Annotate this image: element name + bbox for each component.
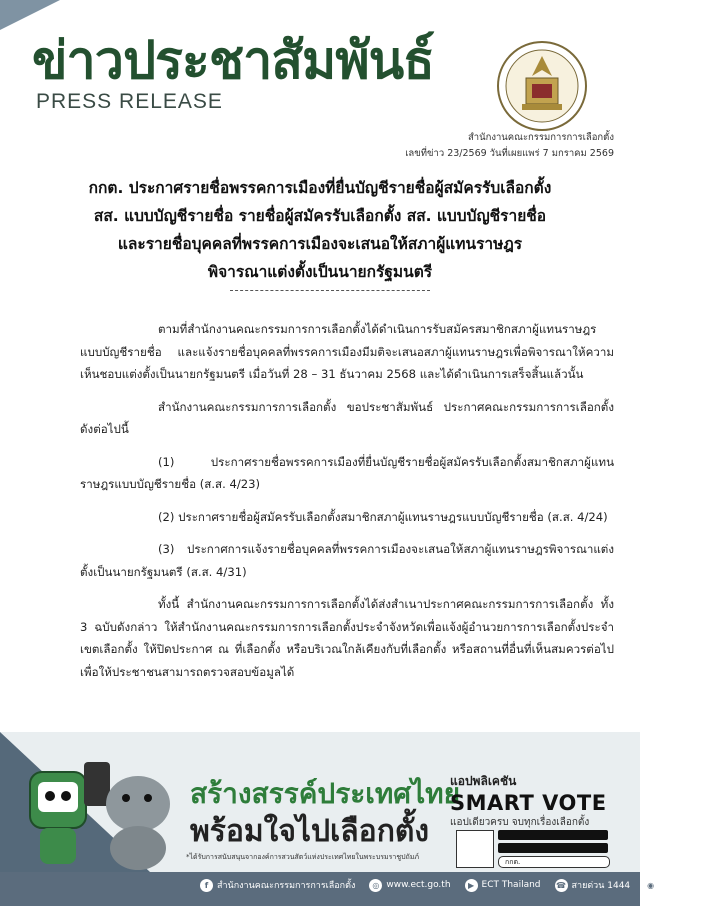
social-links [200, 878, 715, 892]
slogan-line-1: สร้างสรรค์ประเทศไทย [190, 777, 461, 810]
app-search-text: กกต. [505, 858, 521, 866]
credit-note: *ได้รับการสนับสนุนจากองค์การสวนสัตว์แห่งประเทศไทยในพระบรมราชูปถัมภ์ [186, 853, 419, 861]
headline-line: และรายชื่อบุคคลที่พรรคการเมืองจะเสนอให้สภาผู้แทนราษฎร [117, 235, 523, 253]
divider [230, 290, 430, 291]
page-subtitle: PRESS RELEASE [36, 90, 223, 113]
social-handle-link[interactable] [644, 879, 715, 892]
app-promo [450, 772, 622, 830]
org-name: สำนักงานคณะกรรมการการเลือกตั้ง [467, 132, 614, 143]
paragraph: (2) ประกาศรายชื่อผู้สมัครรับเลือกตั้งสมาชิกสภาผู้แทนราษฎรแบบบัญชีรายชื่อ (ส.ส. 4/24) [158, 509, 608, 524]
google-play-badge[interactable] [498, 830, 608, 840]
qr-code-icon[interactable] [456, 830, 494, 868]
facebook-link[interactable] [200, 878, 355, 892]
mascot-illustration-icon [20, 752, 180, 872]
globe-icon: ◎ [369, 879, 382, 892]
paragraph: (1) ประกาศรายชื่อพรรคการเมืองที่ยื่นบัญชีรายชื่อผู้สมัครรับเลือกตั้งสมาชิกสภาผู้แทนราษฎรแบบบัญชีรายชื่อ (ส.ส. 4/23) [80, 454, 614, 491]
footer-handle: ect.thailand [661, 880, 715, 890]
phone-icon: ☎ [556, 880, 566, 890]
youtube-link[interactable] [465, 879, 541, 892]
footer-website: www.ect.go.th [386, 880, 451, 890]
app-name: SMART VOTE [450, 791, 607, 815]
footer-hotline: สายด่วน 1444 [571, 881, 631, 891]
body-text [80, 318, 614, 683]
corner-decoration [0, 0, 60, 30]
headline [30, 174, 610, 286]
facebook-icon: f [200, 879, 213, 892]
paragraph: สำนักงานคณะกรรมการการเลือกตั้ง ขอประชาสัมพันธ์ ประกาศคณะกรรมการการเลือกตั้ง ดังต่อไปนี้ [80, 399, 614, 436]
paragraph: (3) ประกาศการแจ้งรายชื่อบุคคลที่พรรคการเมืองจะเสนอให้สภาผู้แทนราษฎรพิจารณาแต่งตั้งเป็นนายกรัฐมนตรี (ส.ส. 4/31) [80, 542, 614, 579]
website-link[interactable] [369, 879, 450, 892]
paragraph: ทั้งนี้ สำนักงานคณะกรรมการการเลือกตั้งได้ส่งสำเนาประกาศคณะกรรมการการเลือกตั้ง ทั้ง 3 ฉบับดังกล่าว ให้สำนักงานคณะกรรมการการเลือกตั้งประจำจังหวัดเพื่อแจ้งผู้อำนวยการการเลือกตั้งประจำเขตเลือกตั้ง ให้ปิดประกาศ ณ ที่เลือกตั้ง หรือบริเวณใกล้เคียงกับที่เลือกตั้ง หรือสถานที่อื่นที่เห็นสมควรต่อไป เพื่อให้ประชาชนสามารถตรวจสอบข้อมูลได้ [80, 597, 614, 679]
paragraph: ตามที่สำนักงานคณะกรรมการการเลือกตั้งได้ดำเนินการรับสมัครสมาชิกสภาผู้แทนราษฎรแบบบัญชีรายชื่อ และแจ้งรายชื่อบุคคลที่พรรคการเมืองมีมติจะเสนอสภาผู้แทนราษฎรเพื่อพิจารณาให้ความเห็นชอบแต่งตั้งเป็นนายกรัฐมนตรี เมื่อวันที่ 28 – 31 ธันวาคม 2568 และได้ดำเนินการเสร็จสิ้นแล้วนั้น [80, 322, 614, 381]
headline-line: สส. แบบบัญชีรายชื่อ รายชื่อผู้สมัครรับเลือกตั้ง สส. แบบบัญชีรายชื่อ [93, 207, 547, 225]
app-tagline: แอปเดียวครบ จบทุกเรื่องเลือกตั้ง [450, 817, 590, 828]
release-number: เลขที่ข่าว 23/2569 วันที่เผยแพร่ 7 มกราคม 2569 [405, 148, 614, 159]
app-store-badge[interactable] [498, 843, 608, 853]
instagram-icon: ◉ [644, 879, 657, 892]
slogan-line-2: พร้อมใจไปเลือกตั้ง [190, 814, 429, 849]
footer-org: สำนักงานคณะกรรมการการเลือกตั้ง [217, 881, 356, 891]
hotline[interactable] [555, 878, 631, 892]
ect-logo-icon [496, 40, 588, 132]
headline-line: กกต. ประกาศรายชื่อพรรคการเมืองที่ยื่นบัญชีรายชื่อผู้สมัครรับเลือกตั้ง [88, 179, 552, 197]
youtube-icon: ▶ [465, 879, 478, 892]
page-title: ข่าวประชาสัมพันธ์ [32, 31, 434, 91]
app-search-box[interactable] [498, 856, 610, 868]
footer-channel: ECT Thailand [481, 880, 541, 890]
headline-line: พิจารณาแต่งตั้งเป็นนายกรัฐมนตรี [207, 263, 433, 281]
app-label: แอปพลิเคชัน [450, 774, 517, 788]
